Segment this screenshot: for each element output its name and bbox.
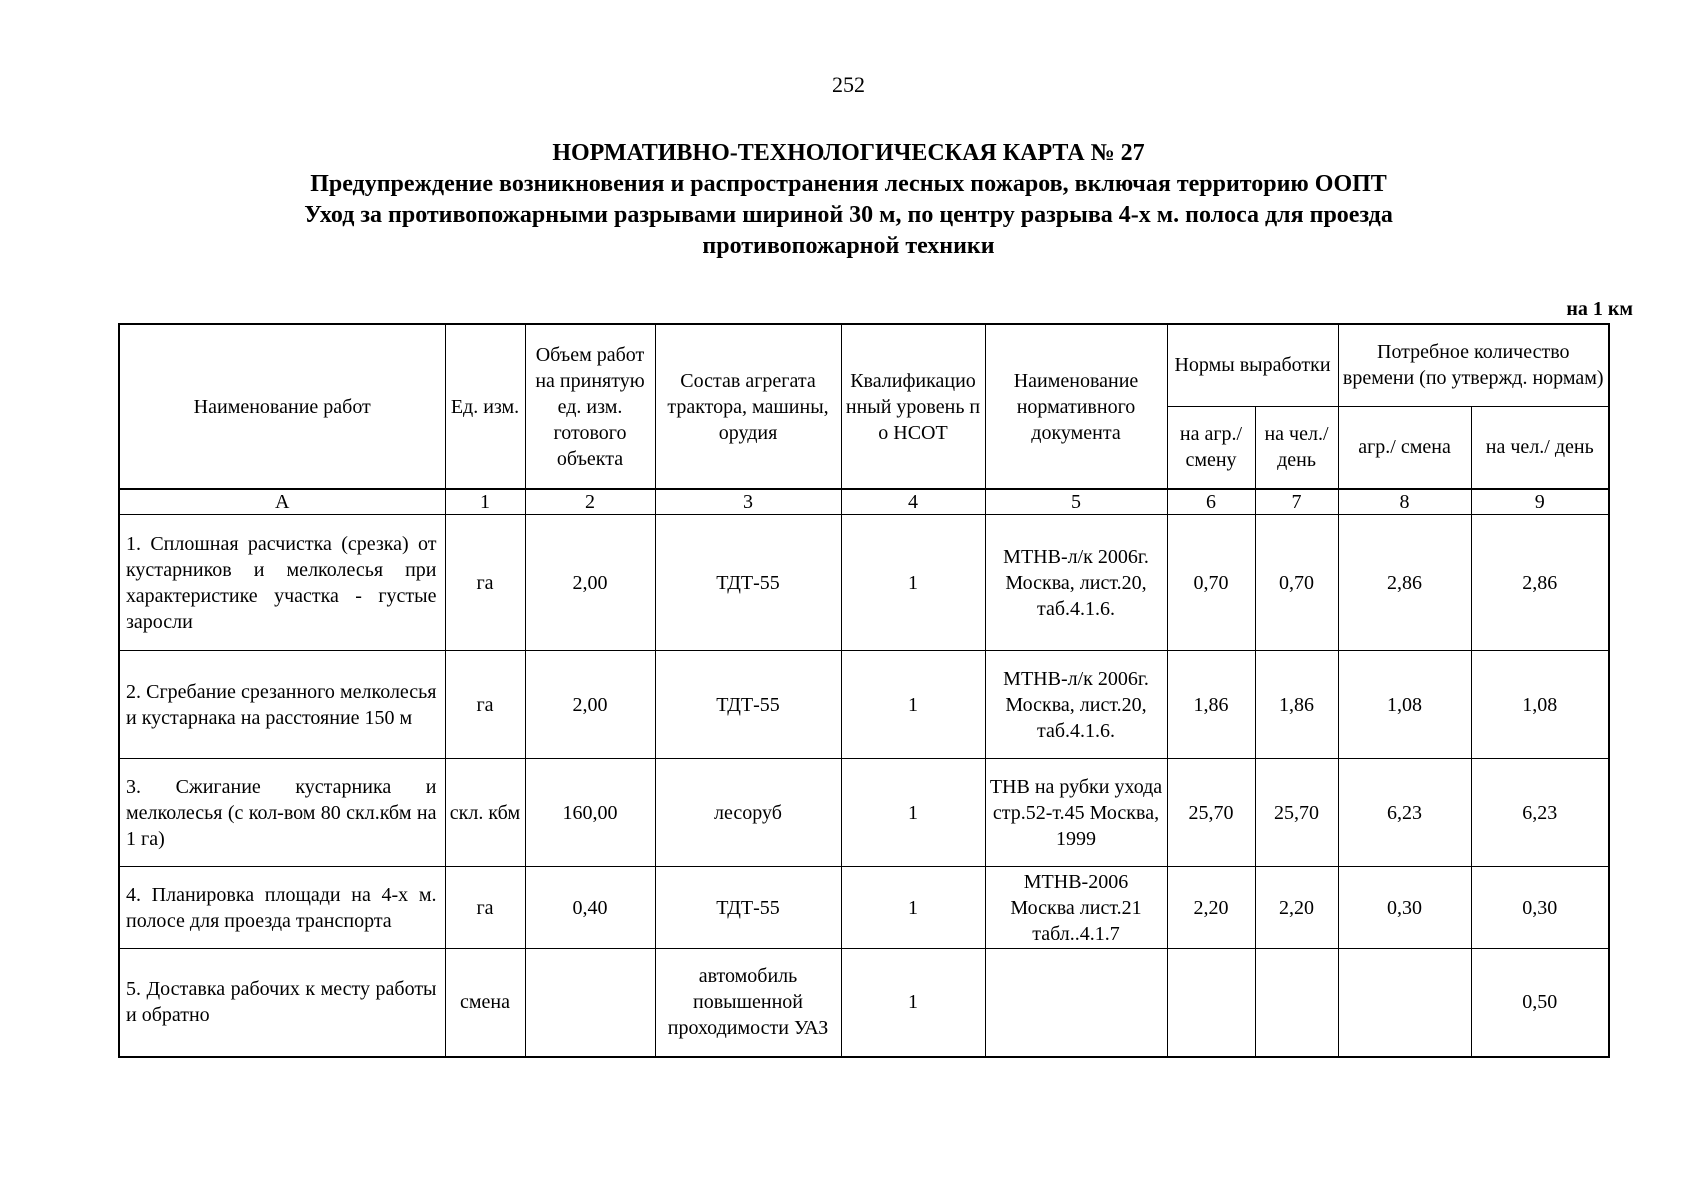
column-number: 2	[525, 489, 655, 515]
table-row	[119, 515, 1609, 651]
qualification-cell: 1	[841, 515, 985, 651]
time-agr-cell: 2,86	[1338, 515, 1471, 651]
time-agr-cell: 1,08	[1338, 651, 1471, 759]
unit-cell: га	[445, 515, 525, 651]
header-time-agr: агр./ смена	[1338, 406, 1471, 489]
norm-chel-cell: 0,70	[1255, 515, 1338, 651]
qualification-cell: 1	[841, 651, 985, 759]
unit-cell: скл. кбм	[445, 759, 525, 867]
volume-cell: 2,00	[525, 651, 655, 759]
aggregate-cell: автомобиль повышенной проходимости УАЗ	[655, 949, 841, 1057]
norm-chel-cell: 25,70	[1255, 759, 1338, 867]
work-name-cell: 3. Сжигание кустарника и мелколесья (с кол-вом 80 скл.кбм на 1 га)	[119, 759, 445, 867]
time-agr-cell	[1338, 949, 1471, 1057]
page-number: 252	[832, 72, 865, 97]
header-work-name: Наименование работ	[119, 324, 445, 489]
aggregate-cell: лесоруб	[655, 759, 841, 867]
time-chel-cell: 0,30	[1471, 867, 1609, 949]
volume-cell: 160,00	[525, 759, 655, 867]
qualification-cell: 1	[841, 759, 985, 867]
column-number: 7	[1255, 489, 1338, 515]
norm-chel-cell	[1255, 949, 1338, 1057]
time-chel-cell: 6,23	[1471, 759, 1609, 867]
volume-cell	[525, 949, 655, 1057]
work-title-continued: противопожарной техники	[702, 233, 995, 259]
table-row	[119, 867, 1609, 949]
norms-table	[118, 323, 1610, 1058]
document-cell	[985, 949, 1167, 1057]
column-number: А	[119, 489, 445, 515]
column-number: 5	[985, 489, 1167, 515]
table-row	[119, 949, 1609, 1057]
document-subtitle: Предупреждение возникновения и распространения лесных пожаров, включая территорию ООПТ	[310, 171, 1387, 197]
document-cell: МТНВ-л/к 2006г. Москва, лист.20, таб.4.1.6.	[985, 515, 1167, 651]
column-number: 9	[1471, 489, 1609, 515]
time-agr-cell: 0,30	[1338, 867, 1471, 949]
qualification-cell: 1	[841, 949, 985, 1057]
column-number: 3	[655, 489, 841, 515]
work-title: Уход за противопожарными разрывами шириной 30 м, по центру разрыва 4-х м. полоса для проезда	[304, 202, 1393, 228]
column-number-row	[119, 489, 1609, 515]
title-block	[0, 138, 1697, 262]
norm-agr-cell: 1,86	[1167, 651, 1255, 759]
column-number: 6	[1167, 489, 1255, 515]
header-volume: Объем работ на принятую ед. изм. готового объекта	[525, 324, 655, 489]
column-number: 1	[445, 489, 525, 515]
time-chel-cell: 2,86	[1471, 515, 1609, 651]
norm-chel-cell: 2,20	[1255, 867, 1338, 949]
header-time-chel: на чел./ день	[1471, 406, 1609, 489]
time-agr-cell: 6,23	[1338, 759, 1471, 867]
header-norms-agr: на агр./ смену	[1167, 406, 1255, 489]
work-name-cell: 1. Сплошная расчистка (срезка) от кустарников и мелколесья при характеристике участка - густые заросли	[119, 515, 445, 651]
column-number: 8	[1338, 489, 1471, 515]
aggregate-cell: ТДТ-55	[655, 867, 841, 949]
column-number: 4	[841, 489, 985, 515]
header-qualification: Квалификационный уровень по НСОТ	[841, 324, 985, 489]
header-unit: Ед. изм.	[445, 324, 525, 489]
work-name-cell: 4. Планировка площади на 4-х м. полосе для проезда транспорта	[119, 867, 445, 949]
aggregate-cell: ТДТ-55	[655, 651, 841, 759]
work-name-cell: 2. Сгребание срезанного мелколесья и кустарнака на расстояние 150 м	[119, 651, 445, 759]
time-chel-cell: 0,50	[1471, 949, 1609, 1057]
document-cell: ТНВ на рубки ухода стр.52-т.45 Москва, 1999	[985, 759, 1167, 867]
norm-agr-cell	[1167, 949, 1255, 1057]
header-document: Наименование нормативного документа	[985, 324, 1167, 489]
work-name-cell: 5. Доставка рабочих к месту работы и обратно	[119, 949, 445, 1057]
unit-cell: га	[445, 867, 525, 949]
volume-cell: 2,00	[525, 515, 655, 651]
volume-cell: 0,40	[525, 867, 655, 949]
unit-cell: га	[445, 651, 525, 759]
table-row	[119, 759, 1609, 867]
header-aggregate: Состав агрегата трактора, машины, орудия	[655, 324, 841, 489]
time-chel-cell: 1,08	[1471, 651, 1609, 759]
header-time: Потребное количество времени (по утвержд. нормам)	[1338, 324, 1609, 406]
document-cell: МТНВ-л/к 2006г. Москва, лист.20, таб.4.1.6.	[985, 651, 1167, 759]
norm-agr-cell: 25,70	[1167, 759, 1255, 867]
header-norms: Нормы выработки	[1167, 324, 1338, 406]
norm-agr-cell: 2,20	[1167, 867, 1255, 949]
aggregate-cell: ТДТ-55	[655, 515, 841, 651]
unit-cell: смена	[445, 949, 525, 1057]
norm-chel-cell: 1,86	[1255, 651, 1338, 759]
unit-note: на 1 км	[1566, 298, 1633, 320]
header-norms-chel: на чел./ день	[1255, 406, 1338, 489]
document-cell: МТНВ-2006 Москва лист.21 табл..4.1.7	[985, 867, 1167, 949]
norm-agr-cell: 0,70	[1167, 515, 1255, 651]
qualification-cell: 1	[841, 867, 985, 949]
document-title: НОРМАТИВНО-ТЕХНОЛОГИЧЕСКАЯ КАРТА № 27	[552, 140, 1145, 166]
table-row	[119, 651, 1609, 759]
